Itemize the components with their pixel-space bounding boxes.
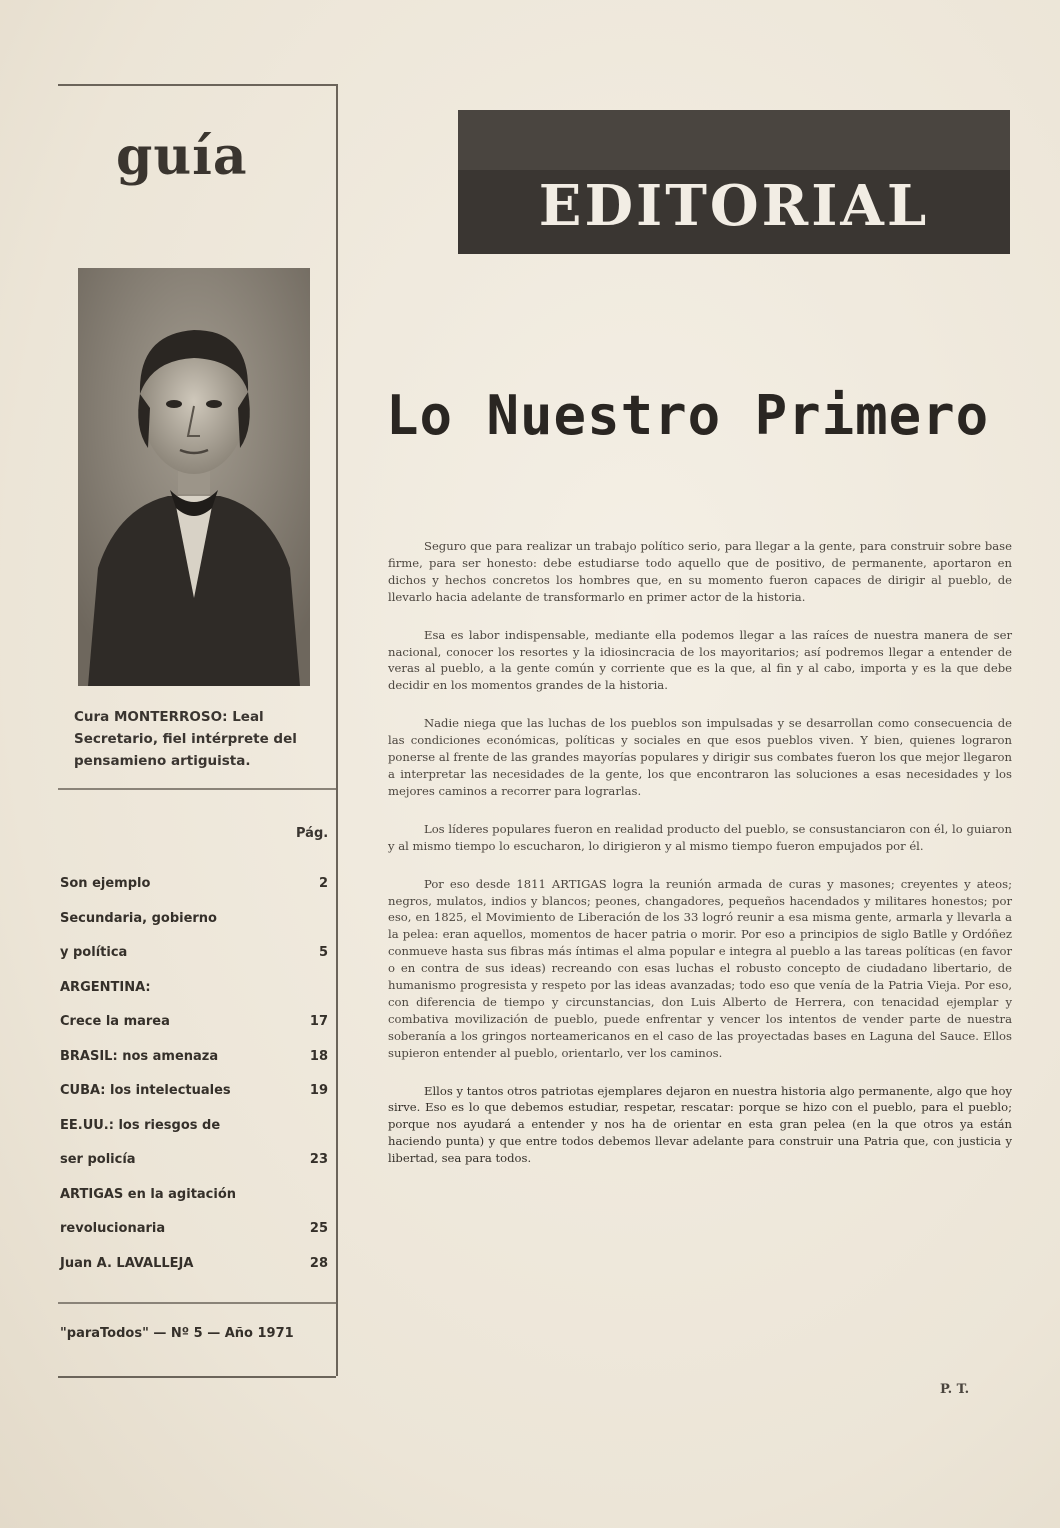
left-bottom-rule (58, 1376, 336, 1378)
toc-title: ARTIGAS en la agitación (60, 1186, 237, 1202)
toc-bottom-rule (58, 1302, 336, 1304)
toc-title: CUBA: los intelectuales (60, 1083, 231, 1098)
toc-title: revolucionaria (60, 1221, 166, 1236)
banner-band (458, 110, 1010, 170)
toc-row (60, 874, 330, 909)
article-paragraph: Nadie niega que las luchas de los pueblos son impulsadas y se desarrollan como consecuencia de las condiciones económicas, políticas y sociales en que esos pueblos viven. Y bien, quienes lograron ponerse al frente de las grandes mayorías populares y dirigir sus combates fueron los que mejor llegaron a interpretar las necesidades de la gente, los que encontraron las soluciones a esas necesidades y los mejores caminos a recorrer para lograrlas. (388, 716, 1012, 798)
toc-row (60, 1012, 330, 1047)
toc-page: 25 (309, 1221, 328, 1236)
toc-row (60, 1047, 330, 1082)
toc-title: BRASIL: nos amenaza (60, 1048, 219, 1064)
toc-page: 2 (318, 876, 328, 891)
toc-row (60, 943, 330, 978)
toc-title: y política (60, 945, 128, 960)
toc-row (60, 1185, 330, 1220)
column-divider (336, 84, 338, 1376)
toc-title: Secundaria, gobierno (60, 910, 217, 926)
toc-row (60, 1116, 330, 1151)
toc-page: 5 (318, 945, 328, 960)
toc-page: 23 (309, 1152, 328, 1167)
issue-footer: "paraTodos" — Nº 5 — Año 1971 (60, 1326, 294, 1341)
editorial-banner (458, 110, 1010, 254)
guia-logo: guía (116, 126, 248, 187)
toc-row (60, 1254, 330, 1289)
toc-title: Juan A. LAVALLEJA (60, 1255, 194, 1271)
article-body (388, 538, 1012, 1188)
portrait-caption: Cura MONTERROSO: Leal Secretario, fiel intérprete del pensamieno artiguista. (74, 709, 297, 769)
toc-row (60, 1150, 330, 1185)
caption-rule (58, 788, 336, 790)
article-headline: Lo Nuestro Primero (386, 384, 990, 447)
toc-row (60, 1081, 330, 1116)
toc-page: 18 (309, 1048, 328, 1064)
toc-page: 17 (309, 1014, 328, 1029)
toc-title: ARGENTINA: (60, 979, 151, 995)
section-title: EDITORIAL (538, 173, 930, 239)
toc-page: 28 (309, 1255, 328, 1271)
toc-title: EE.UU.: los riesgos de (60, 1117, 221, 1133)
toc-title: Crece la marea (60, 1014, 170, 1029)
toc-page: 19 (309, 1083, 328, 1098)
toc-title: ser policía (60, 1152, 136, 1167)
toc-row (60, 1219, 330, 1254)
author-signature: P. T. (940, 1382, 970, 1397)
article-paragraph: Esa es labor indispensable, mediante ella podemos llegar a las raíces de nuestra manera de ser nacional, conocer los resortes y la idiosincracia de los mayoritarios; así podremos llegar a entender de veras al pueblo, a la gente común y corriente que es la que, al fin y al cabo, importa y es la que debe decidir en los momentos grandes de la historia. (388, 627, 1012, 693)
article-paragraph: Seguro que para realizar un trabajo político serio, para llegar a la gente, para construir sobre base firme, para ser honesto: debe estudiarse todo aquello que de positivo, de permanente, aportaron en dichos y hechos concretos los hombres que, en su momento fueron capaces de dirigir al pueblo, de llevarlo hacia adelante de transformarlo en primer actor de la historia. (388, 539, 1012, 604)
table-of-contents (60, 874, 330, 1288)
article-paragraph: Por eso desde 1811 ARTIGAS logra la reunión armada de curas y masones; creyentes y ateos; negros, mulatos, indios y blancos; peones, changadores, pequeños hacendados y militares honestos; por eso, en 1825, el Movimiento de Liberación de los 33 logró reunir a esa misma gente, armarla y llevarla a la pelea: eran aquellos, momentos de hacer patria o morir. Por eso a principios de siglo Batlle y Ordóñez conmueve hasta sus fibras más íntimas el alma popular e integra al pueblo a las tareas políticas (en favor o en contra de sus ideas) recreando con esas luchas el robusto concepto de ciudadano libertario, de humanismo progresista y respeto por las ideas avanzadas; todo eso que venía de la Patria Vieja. Por eso, con diferencia de tiempo y circunstancias, don Luis Alberto de Herrera, con tenacidad ejemplar y combativa movilización de pueblo, puede enfrentar y vencer los intentos de vender parte de nuestra soberanía a los gringos norteamericanos en el caso de las proyectadas bases en Laguna del Sauce. Ellos supieron entender al pueblo, orientarlo, ver los caminos. (388, 876, 1012, 1060)
article-paragraph: Ellos y tantos otros patriotas ejemplares dejaron en nuestra historia algo permanente, algo que hoy sirve. Eso es lo que debemos estudiar, respetar, rescatar: porque se hizo con el pueblo, para el pueblo; porque nos ayudará a entender y nos ha de orientar en esta gran pelea (en la que otros ya están haciendo punta) y que entre todos debemos llevar adelante para construir una Patria que, con justicia y libertad, sea para todos. (388, 1083, 1012, 1166)
toc-title: Son ejemplo (60, 876, 151, 891)
left-top-rule (58, 84, 336, 86)
toc-row (60, 909, 330, 944)
toc-row (60, 978, 330, 1013)
portrait-photo (78, 268, 310, 686)
article-paragraph: Los líderes populares fueron en realidad producto del pueblo, se consustanciaron con él, lo guiaron y al mismo tiempo lo escucharon, lo dirigieron y al mismo tiempo fueron empujados por él. (388, 821, 1012, 853)
toc-page-header: Pág. (296, 826, 329, 841)
